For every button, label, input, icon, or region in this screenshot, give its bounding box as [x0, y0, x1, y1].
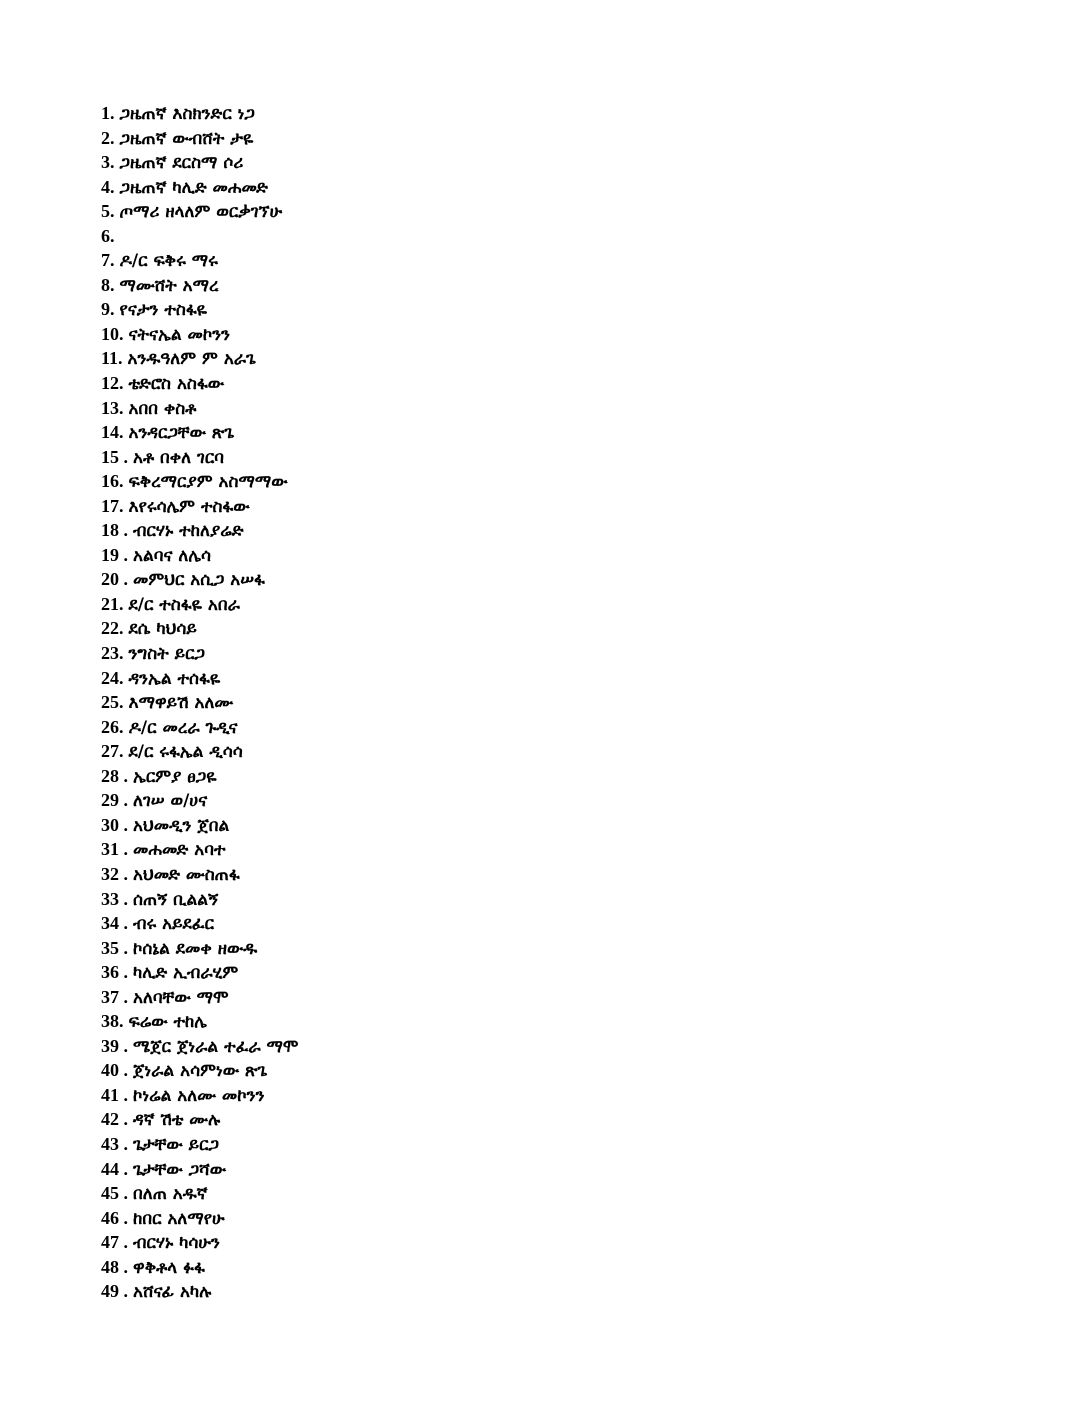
list-item: [101, 1206, 298, 1231]
list-item: [101, 396, 298, 421]
item-name: በለጠ አዱኛ: [133, 1184, 208, 1205]
item-name: ከበር አለማየሁ: [133, 1208, 225, 1229]
list-item: [101, 1107, 298, 1132]
list-item: [101, 175, 298, 200]
item-number: 2.: [101, 127, 115, 148]
list-item: [101, 764, 298, 789]
item-name: ጦማሪ ዘላለም ወርቃገኘሁ: [119, 202, 283, 223]
item-number: 1.: [101, 103, 115, 123]
item-number: 29 .: [101, 790, 128, 811]
item-number: 19 .: [101, 544, 128, 565]
list-item: [101, 322, 298, 347]
item-number: 36 .: [101, 962, 128, 983]
item-name: ዳንኤል ተሰፋዬ: [128, 668, 221, 689]
list-item: [101, 1230, 298, 1255]
item-number: 41 .: [101, 1084, 128, 1105]
list-item: [101, 960, 298, 985]
list-item: [101, 224, 298, 249]
item-number: 16.: [101, 471, 124, 492]
item-name: ካሊድ ኢብራሂም: [133, 963, 239, 984]
item-name: ጌታቸው ይርጋ: [133, 1134, 220, 1155]
item-name: ጋዜጠኛ እስክንድር ነጋ: [119, 104, 255, 124]
list-item: [101, 1279, 298, 1304]
item-number: 34 .: [101, 913, 128, 934]
item-name: ለገሠ ወ/ሀና: [133, 791, 208, 812]
item-name: ፍሬው ተከሌ: [128, 1012, 207, 1033]
item-name: መሐመድ አባተ: [133, 840, 226, 861]
item-name: ኮነሬል አለሙ መኮንን: [133, 1085, 265, 1106]
item-number: 28 .: [101, 765, 128, 786]
item-number: 48 .: [101, 1256, 128, 1277]
list-item: [101, 788, 298, 813]
list-item: [101, 715, 298, 740]
item-name: አንዱዓለም ም አራጌ: [127, 349, 257, 370]
list-item: [101, 887, 298, 912]
item-number: 31 .: [101, 839, 128, 860]
item-name: አቶ በቀለ ገርባ: [133, 447, 224, 468]
list-item: [101, 273, 298, 298]
list-item: [101, 469, 298, 494]
item-name: ዋቅቶላ ፉፋ: [133, 1257, 205, 1278]
item-number: 40 .: [101, 1060, 128, 1081]
item-name: እየሩሳሌም ተስፋው: [128, 496, 250, 517]
item-name: ደ/ር ተስፋዬ አበራ: [128, 594, 240, 615]
item-name: ጌታቸው ጋሻው: [133, 1159, 227, 1180]
item-name: ደ/ር ሩፋኤል ዲሳሳ: [128, 742, 243, 763]
item-number: 7.: [101, 250, 115, 271]
item-number: 13.: [101, 397, 124, 418]
item-name: ንግስት ይርጋ: [128, 644, 205, 665]
item-number: 12.: [101, 373, 124, 394]
list-item: [101, 1132, 298, 1157]
item-number: 22.: [101, 618, 124, 639]
item-number: 33 .: [101, 888, 128, 909]
name-list: [101, 101, 298, 1304]
item-number: 20 .: [101, 569, 128, 590]
item-number: 49 .: [101, 1281, 128, 1302]
item-number: 6.: [101, 225, 115, 246]
item-name: አበበ ቀስቶ: [128, 398, 197, 419]
item-name: ብርሃኑ ካሳሁን: [133, 1233, 220, 1254]
list-item: [101, 666, 298, 691]
item-number: 46 .: [101, 1207, 128, 1228]
item-name: ናትናኤል መኮንን: [128, 324, 231, 345]
item-name: ቴድሮስ አስፋው: [128, 374, 225, 395]
list-item: [101, 616, 298, 641]
list-item: [101, 371, 298, 396]
item-name: ኤርምያ ፀጋዬ: [133, 766, 217, 787]
list-item: [101, 1034, 298, 1059]
list-item: [101, 641, 298, 666]
item-number: 9.: [101, 299, 115, 320]
list-item: [101, 1083, 298, 1108]
item-number: 24.: [101, 667, 124, 688]
list-item: [101, 911, 298, 936]
list-item: [101, 126, 298, 151]
list-item: [101, 1009, 298, 1034]
item-name: ብርሃኑ ተከለያሬድ: [133, 521, 244, 542]
list-item: [101, 346, 298, 371]
list-item: [101, 567, 298, 592]
item-number: 42 .: [101, 1109, 128, 1130]
item-number: 23.: [101, 643, 124, 664]
item-number: 32 .: [101, 863, 128, 884]
item-number: 10.: [101, 323, 124, 344]
item-number: 4.: [101, 176, 115, 197]
item-name: ሜጀር ጀነራል ተፈራ ማሞ: [133, 1036, 299, 1057]
item-name: ሰጠኝ ቢልልኝ: [133, 889, 219, 910]
item-name: አህመዲን ጀበል: [133, 815, 230, 836]
item-number: 15 .: [101, 446, 128, 467]
item-name: ዶ/ር ፍቅሩ ማሩ: [119, 251, 218, 272]
list-item: [101, 592, 298, 617]
item-number: 39 .: [101, 1035, 128, 1056]
item-name: ማሙሸት አማረ: [119, 275, 219, 296]
item-number: 3.: [101, 152, 115, 173]
item-name: ዳኛ ሽቴ ሙሉ: [133, 1110, 221, 1131]
item-name: እማዋይሽ አለሙ: [128, 693, 234, 714]
item-name: ፍቅረማርያም አስማማው: [128, 472, 288, 493]
item-number: 25.: [101, 692, 124, 713]
list-item: [101, 690, 298, 715]
item-number: 35 .: [101, 937, 128, 958]
list-item: [101, 739, 298, 764]
item-number: 38.: [101, 1011, 124, 1032]
item-name: አልባና ለሌሳ: [133, 545, 211, 566]
item-number: 17.: [101, 495, 124, 516]
list-item: [101, 862, 298, 887]
list-item: [101, 813, 298, 838]
item-number: 26.: [101, 716, 124, 737]
item-number: 14.: [101, 422, 124, 443]
item-name: ጀነራል አሳምነው ጽጌ: [133, 1061, 268, 1082]
list-item: [101, 445, 298, 470]
list-item: [101, 101, 298, 126]
list-item: [101, 1058, 298, 1083]
item-number: 45 .: [101, 1183, 128, 1204]
list-item: [101, 297, 298, 322]
item-name: ደሴ ካህሳይ: [128, 619, 197, 640]
list-item: [101, 1181, 298, 1206]
item-number: 11.: [101, 348, 123, 369]
item-name: ዶ/ር መረራ ጉዲና: [128, 717, 238, 738]
list-item: [101, 199, 298, 224]
item-number: 5.: [101, 201, 115, 222]
item-number: 18 .: [101, 520, 128, 541]
item-number: 43 .: [101, 1133, 128, 1154]
item-number: 37 .: [101, 986, 128, 1007]
item-number: 47 .: [101, 1232, 128, 1253]
list-item: [101, 494, 298, 519]
item-number: 8.: [101, 274, 115, 295]
item-name: አለባቸው ማሞ: [133, 987, 229, 1008]
item-number: 30 .: [101, 814, 128, 835]
item-name: ብሩ አይደፈር: [133, 914, 214, 935]
item-name: ጋዜጠኛ ውብሸት ታዬ: [119, 128, 254, 149]
item-name: ጋዜጠኛ ደርስማ ሶሪ: [119, 153, 244, 174]
list-item: [101, 985, 298, 1010]
item-name: ኮሰኔል ደመቀ ዘውዱ: [133, 938, 258, 959]
item-name: አህመድ ሙስጠፋ: [133, 864, 240, 885]
list-item: [101, 936, 298, 961]
item-number: 27.: [101, 741, 124, 762]
list-item: [101, 518, 298, 543]
list-item: [101, 543, 298, 568]
item-name: የናታን ተስፋዬ: [119, 300, 208, 321]
list-item: [101, 420, 298, 445]
item-number: 21.: [101, 593, 124, 614]
list-item: [101, 1157, 298, 1182]
list-item: [101, 150, 298, 175]
item-name: መምህር አሲጋ አሠፋ: [133, 570, 265, 591]
list-item: [101, 248, 298, 273]
item-number: 44 .: [101, 1158, 128, 1179]
item-name: ጋዜጠኛ ካሊድ መሐመድ: [119, 177, 268, 198]
list-item: [101, 837, 298, 862]
list-item: [101, 1255, 298, 1280]
item-name: አሸናፊ አካሉ: [133, 1282, 212, 1303]
item-name: አንዳርጋቸው ጽጌ: [128, 423, 235, 444]
